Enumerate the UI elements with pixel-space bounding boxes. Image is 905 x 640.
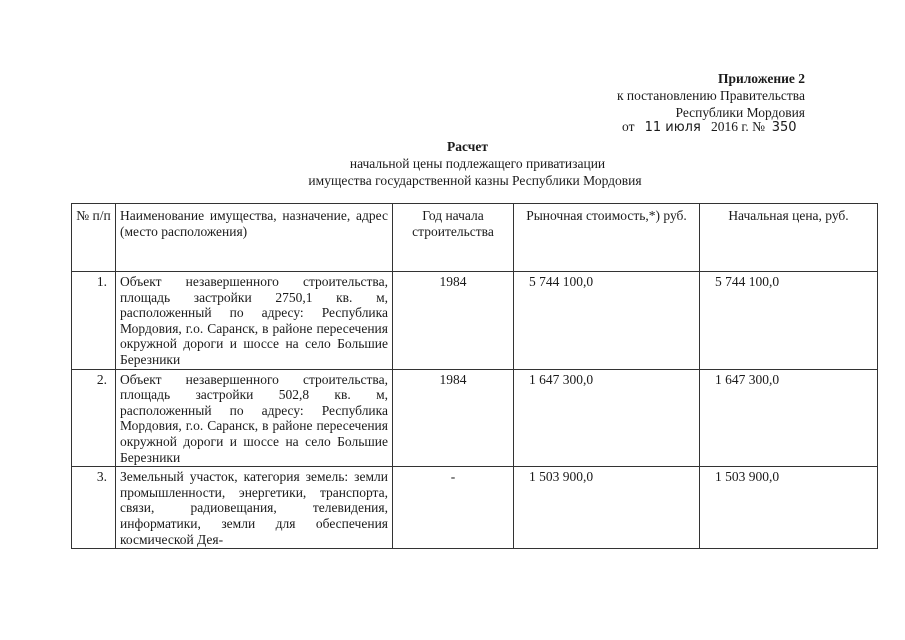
appendix-line-2: Республики Мордовия — [675, 105, 805, 120]
header-num: № п/п — [72, 204, 116, 272]
header-year: Год начала строительства — [393, 204, 514, 272]
row-year: 1984 — [393, 272, 514, 370]
appendix-block — [617, 70, 805, 121]
header-name: Наименование имущества, назначение, адрес (место расположения) — [116, 204, 393, 272]
row-year: - — [393, 467, 514, 549]
appendix-line-1: к постановлению Правительства — [616, 88, 805, 103]
table-row — [72, 369, 878, 467]
header-start-price: Начальная цена, руб. — [700, 204, 878, 272]
row-year: 1984 — [393, 369, 514, 467]
row-market-value: 1 503 900,0 — [514, 467, 700, 549]
document-subtitle-2: имущества государственной казны Республики Мордовия — [308, 173, 642, 188]
table-row — [72, 467, 878, 549]
row-start-price: 5 744 100,0 — [700, 272, 878, 370]
table-header-row — [72, 204, 878, 272]
row-name: Земельный участок, категория земель: земли промышленности, энергетики, транспорта, связи, радиовещания, телевидения, информатики, земли для обеспечения космической Дея- — [116, 467, 393, 549]
row-num: 1. — [72, 272, 116, 370]
row-market-value: 5 744 100,0 — [514, 272, 700, 370]
row-start-price: 1 647 300,0 — [700, 369, 878, 467]
row-num: 3. — [72, 467, 116, 549]
document-subtitle-1: начальной цены подлежащего приватизации — [349, 156, 606, 171]
row-num: 2. — [72, 369, 116, 467]
decree-number: 350 — [771, 120, 797, 135]
document-title: Расчет — [447, 139, 488, 154]
header-market-value: Рыночная стоимость,*) руб. — [514, 204, 700, 272]
document-heading — [0, 138, 905, 189]
price-calculation-table — [71, 203, 878, 549]
row-market-value: 1 647 300,0 — [514, 369, 700, 467]
decree-date-line — [622, 119, 797, 135]
date-year: 2016 г. № — [710, 119, 765, 134]
row-name: Объект незавершенного строительства, площадь застройки 2750,1 кв. м, расположенный по адресу: Республика Мордовия, г.о. Саранск, в районе пересечения окружной дороги и шоссе на село Большие Березники — [116, 272, 393, 370]
row-start-price: 1 503 900,0 — [700, 467, 878, 549]
date-prefix: от — [622, 119, 635, 134]
appendix-title: Приложение 2 — [717, 71, 805, 86]
table-row — [72, 272, 878, 370]
date-day: 11 июля — [644, 120, 701, 135]
row-name: Объект незавершенного строительства, площадь застройки 502,8 кв. м, расположенный по адресу: Республика Мордовия, г.о. Саранск, в районе пересечения окружной дороги и шоссе на село Большие Березники — [116, 369, 393, 467]
